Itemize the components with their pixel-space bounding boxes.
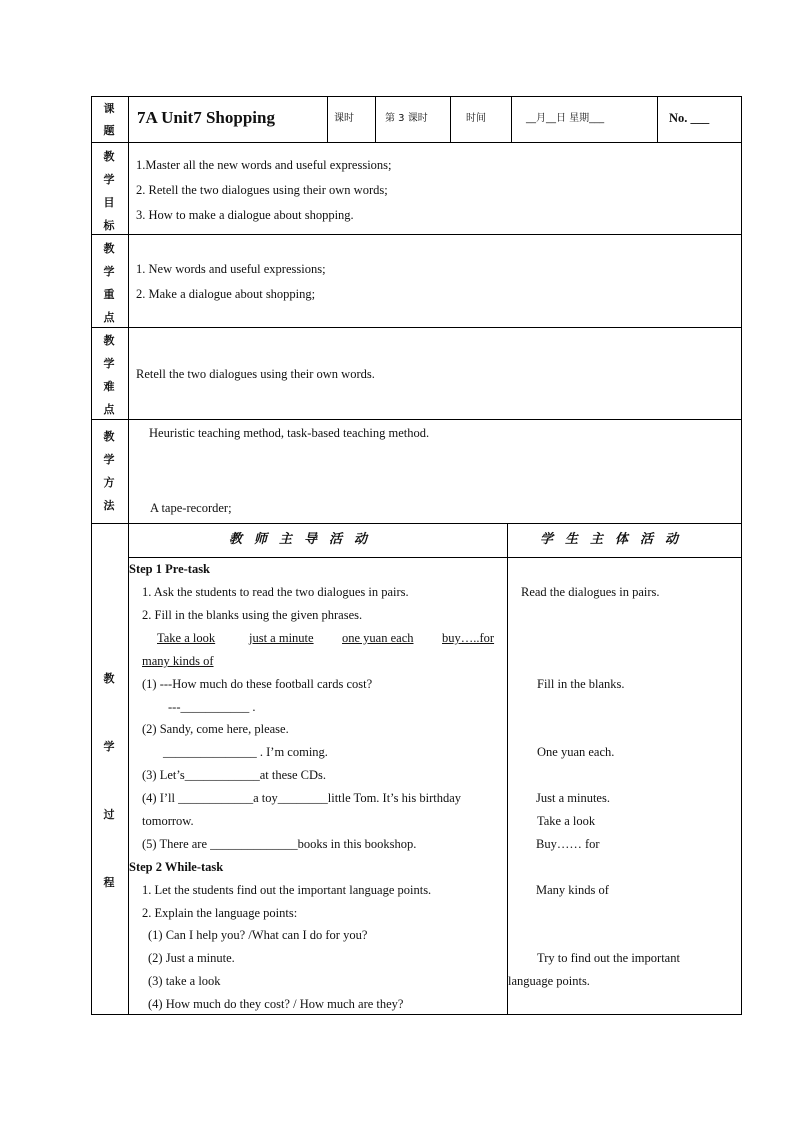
student-activity: One yuan each.	[537, 745, 615, 759]
lesson-title: 7A Unit7 Shopping	[137, 108, 275, 127]
step1-title: Step 1 Pre-task	[129, 562, 211, 576]
student-activity: Read the dialogues in pairs.	[521, 585, 660, 599]
exercise-question: (4) I’ll ____________a toy________little Tom. It’s his birthday	[142, 791, 462, 805]
step1-item: 1. Ask the students to read the two dialogues in pairs.	[142, 585, 409, 599]
step1-item: 2. Fill in the blanks using the given phrases.	[142, 608, 363, 622]
language-point: (4) How much do they cost? / How much are they?	[148, 997, 404, 1011]
exercise-question: ---___________ .	[168, 700, 256, 714]
exercise-question: (3) Let’s____________at these CDs.	[142, 768, 327, 782]
phrase-option: many kinds of	[142, 654, 214, 668]
step2-item: 2. Explain the language points:	[142, 906, 298, 920]
student-activity: Many kinds of	[536, 883, 609, 897]
teacher-activities-header: 教师主导活动	[229, 532, 380, 547]
phrase-option: just a minute	[249, 631, 314, 645]
phrase-option: Take a look	[157, 631, 216, 645]
number-field: No. ___	[669, 111, 710, 125]
student-activity: Try to find out the important	[537, 951, 680, 965]
phrase-option: buy…..for	[442, 631, 495, 645]
student-activity: language points.	[508, 974, 590, 988]
teaching-aids-text: A tape-recorder;	[150, 501, 232, 515]
language-point: (1) Can I help you? /What can I do for you?	[148, 928, 368, 942]
time-label: 时间	[466, 113, 486, 124]
student-activities-header: 学生主体活动	[540, 532, 691, 547]
student-activity: Take a look	[537, 814, 596, 828]
language-point: (3) take a look	[148, 974, 221, 988]
exercise-question: (1) ---How much do these football cards cost?	[142, 677, 373, 691]
objective-item: 3. How to make a dialogue about shopping.	[136, 208, 354, 222]
date-field: __月__日 星期___	[526, 113, 605, 124]
key-point-item: 2. Make a dialogue about shopping;	[136, 287, 316, 301]
student-activity: Just a minutes.	[536, 791, 610, 805]
step2-title: Step 2 While-task	[129, 860, 224, 874]
exercise-question: tomorrow.	[142, 814, 194, 828]
language-point: (2) Just a minute.	[148, 951, 235, 965]
method-text: Heuristic teaching method, task-based teaching method.	[149, 426, 430, 440]
period-label: 课时	[334, 113, 354, 124]
difficult-point-text: Retell the two dialogues using their own words.	[136, 367, 375, 381]
student-activity: Buy…… for	[536, 837, 600, 851]
objective-item: 2. Retell the two dialogues using their own words;	[136, 183, 388, 197]
student-activity: Fill in the blanks.	[537, 677, 625, 691]
exercise-question: _______________ . I’m coming.	[163, 745, 328, 759]
exercise-question: (5) There are ______________books in this bookshop.	[142, 837, 417, 851]
period-value: 第 3 课时	[385, 113, 428, 124]
key-point-item: 1. New words and useful expressions;	[136, 262, 326, 276]
phrase-option: one yuan each	[342, 631, 414, 645]
objective-item: 1.Master all the new words and useful expressions;	[136, 158, 392, 172]
exercise-question: (2) Sandy, come here, please.	[142, 722, 289, 736]
step2-item: 1. Let the students find out the important language points.	[142, 883, 432, 897]
